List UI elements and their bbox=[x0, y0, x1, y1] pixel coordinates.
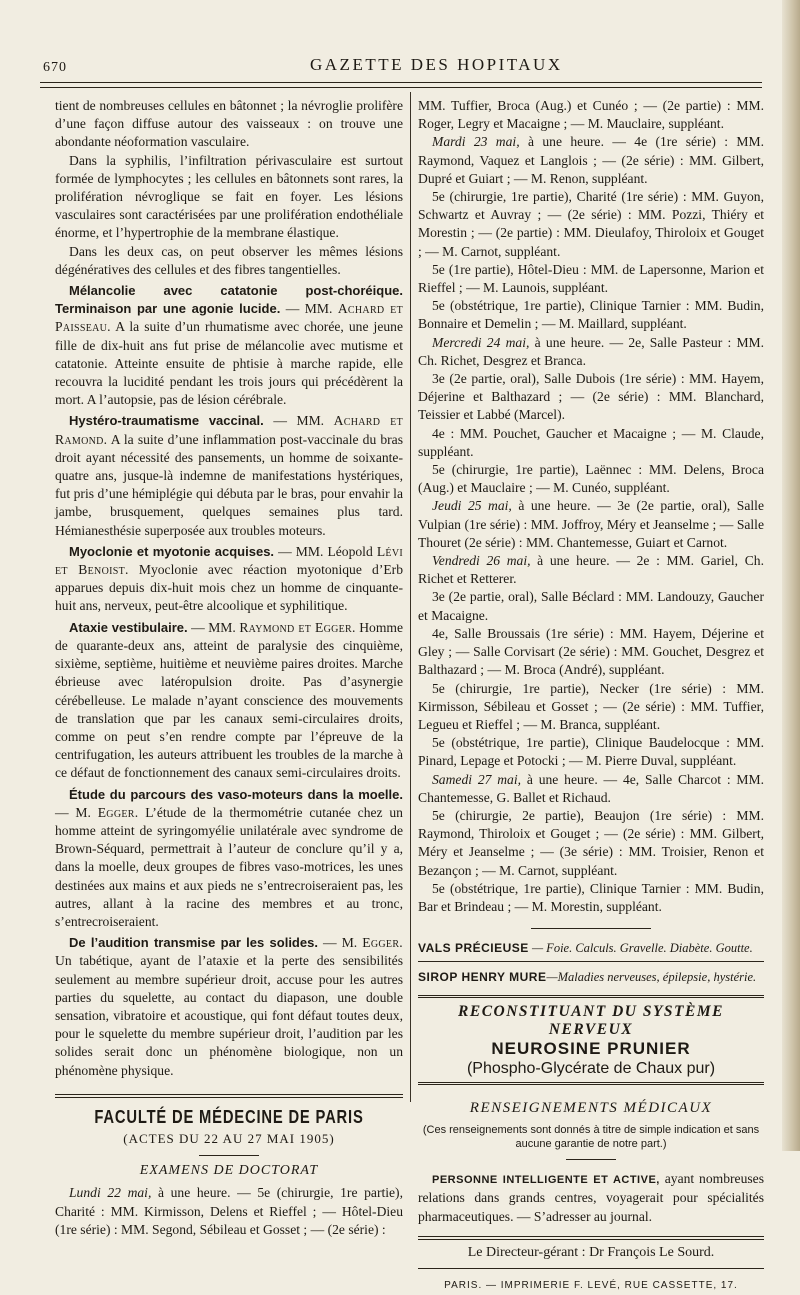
advert-line: (Phospho-Glycérate de Chaux pur) bbox=[466, 1059, 716, 1077]
exam-paragraph bbox=[418, 552, 764, 588]
left-column bbox=[55, 97, 403, 1239]
authors: Egger. bbox=[97, 804, 139, 820]
section-title: Ataxie vestibulaire. bbox=[69, 619, 188, 635]
section-text: A la suite d’un rhumatisme avec chorée, une jeune fille de dix-huit ans fut prise de mélancolie avec mutisme et catatonie. Atteinte ensuite de phtisie à marche rapide, elle recouvra la lucidité pendant les trois jours qui précédèrent la mort. A l’autopsie, pas de lésion cérébrale. bbox=[55, 319, 403, 408]
section-rule bbox=[55, 1094, 403, 1098]
exam-paragraph: 4e : MM. Pouchet, Gaucher et Macaigne ; — M. Claude, suppléant. bbox=[418, 425, 764, 459]
right-column bbox=[418, 97, 764, 1295]
advert-vals bbox=[418, 939, 764, 957]
communication-paragraph bbox=[55, 543, 403, 616]
section-title: Étude du parcours des vaso-moteurs dans la moelle. bbox=[69, 786, 403, 802]
column-divider bbox=[410, 92, 411, 1102]
short-rule bbox=[199, 1155, 259, 1156]
page-number: 670 bbox=[43, 60, 67, 75]
exam-text: à une heure. — 2e : MM. Gariel, Ch. Richet et Retterer. bbox=[418, 553, 764, 587]
advert-line: RECONSTITUANT DU SYSTÈME NERVEUX bbox=[458, 1002, 724, 1038]
exam-date: Jeudi 25 mai, bbox=[432, 498, 512, 514]
communication-paragraph bbox=[55, 934, 403, 1080]
authors: Achard et Ramond. bbox=[55, 413, 403, 447]
authors-prefix: — M. bbox=[55, 804, 91, 820]
paragraph: Dans la syphilis, l’infiltration périvasculaire est surtout formée de lymphocytes ; les cellules en bâtonnets sont rares, la prolifération névroglique se fait en foyer. Les lésions vasculaires sont caractérisées par une prolifération endothéliale énorme, et l’hypertrophie de la membrane élastique. bbox=[55, 152, 403, 241]
section-title: Hystéro-traumatisme vaccinal. bbox=[69, 413, 264, 429]
faculty-title: FACULTÉ DE MÉDECINE DE PARIS bbox=[94, 1106, 364, 1127]
classified-paragraph bbox=[418, 1170, 764, 1226]
exam-paragraph: 3e (2e partie, oral), Salle Béclard : MM. Landouzy, Gaucher et Macaigne. bbox=[418, 589, 764, 623]
authors: Lévi et Benoist. bbox=[55, 543, 403, 578]
exam-text: à une heure. — 4e, Salle Charcot : MM. Chantemesse, G. Ballet et Richaud. bbox=[418, 771, 764, 805]
exam-paragraph: 5e (1re partie), Hôtel-Dieu : MM. de Lapersonne, Marion et Rieffel ; — M. Launois, suppléant. bbox=[418, 261, 764, 296]
authors-prefix: — MM. Léopold bbox=[278, 543, 373, 559]
communication-paragraph bbox=[55, 786, 403, 932]
imprint: PARIS. — IMPRIMERIE F. LEVÉ, RUE CASSETTE, 17. bbox=[444, 1279, 738, 1291]
exam-text: à une heure. — 5e (chirurgie, 1re partie), Charité : MM. Kirmisson, Delens et Rieffel ; — Hôtel-Dieu (1re série) : MM. Segond, Sébileau et Gosset ; — (2e série) : bbox=[55, 1185, 403, 1237]
advert-neurosine bbox=[418, 995, 764, 1085]
advert-rule bbox=[418, 961, 764, 962]
director-line: Le Directeur-gérant : Dr François Le Sourd. bbox=[467, 1244, 715, 1260]
exam-paragraph: 5e (chirurgie, 1re partie), Laënnec : MM. Delens, Broca (Aug.) et Mauclaire ; — M. Cunéo, suppléant. bbox=[418, 462, 764, 496]
classified-text: ayant nombreuses relations dans grands centres, voyagerait pour spécialités pharmaceutiques. — S’adresser au journal. bbox=[418, 1171, 764, 1224]
classified-name: PERSONNE INTELLIGENTE ET ACTIVE, bbox=[432, 1174, 660, 1187]
exam-paragraph: 4e, Salle Broussais (1re série) : MM. Hayem, Déjerine et Gley ; — Salle Corvisart (2e série) : MM. Gouchet, Desgrez et Balthazard ; — M. Broca (André), suppléant. bbox=[418, 625, 764, 678]
communication-paragraph bbox=[55, 282, 403, 409]
section-text: A la suite d’une inflammation post-vaccinale du bras droit ayant nécessité des pansements, un homme de soixante-quatre ans, jusque-là indemne de manifestations hystériques, fut pris d’une hémiplégie qui débuta par le bras, pour envahir la jambe, brusquement, quelques semaines plus tard. Hémianesthésie superposée aux troubles moteurs. bbox=[55, 431, 403, 538]
authors: Achard et Paisseau. bbox=[55, 301, 403, 335]
exam-paragraph: 5e (chirurgie, 1re partie), Charité (1re série) : MM. Guyon, Schwartz et Auvray ; — (2e série) : MM. Pozzi, Thiéry et Morestin ; — (2e partie) : MM. Dieulafoy, Thiroloix et Gouget ; — M. Carnot, suppléant. bbox=[418, 189, 764, 259]
exams-title: EXAMENS DE DOCTORAT bbox=[139, 1163, 319, 1179]
header-rule bbox=[40, 82, 762, 83]
exam-date: Mercredi 24 mai, bbox=[432, 334, 530, 350]
section-title: Myoclonie et myotonie acquises. bbox=[69, 543, 275, 559]
exam-text: à une heure. — 2e, Salle Pasteur : MM. Ch. Richet, Desgrez et Branca. bbox=[418, 334, 765, 368]
authors: Raymond et Egger. bbox=[239, 619, 356, 635]
advert-name: SIROP HENRY MURE bbox=[418, 970, 547, 985]
exam-text: à une heure. — 4e (1re série) : MM. Raymond, Vaquez et Langlois ; — (2e série) : MM. Gilbert, Dupré et Guiart ; — M. Renon, suppléant. bbox=[418, 134, 765, 186]
authors: Egger. bbox=[362, 935, 403, 951]
exam-paragraph: 5e (obstétrique, 1re partie), Clinique Tarnier : MM. Budin, Bonnaire et Demelin ; — M. Maillard, suppléant. bbox=[418, 298, 764, 332]
section-text: Myoclonie avec réaction myotonique d’Erb apparues depuis dix-huit mois chez un homme de cinquante-huit ans, nerveux, peut-être alcoolique et syphilitique. bbox=[55, 562, 403, 614]
advert-name: VALS PRÉCIEUSE bbox=[418, 941, 529, 956]
advert-text: — Foie. Calculs. Gravelle. Diabète. Goutte. bbox=[531, 941, 753, 956]
exam-date: Mardi 23 mai, bbox=[432, 134, 520, 150]
exam-paragraph: 5e (chirurgie, 1re partie), Necker (1re série) : MM. Kirmisson, Sébileau et Gosset ; — (2e série) : MM. Tuffier, Legueu et Rieffel ; — M. Branca, suppléant. bbox=[418, 680, 764, 732]
section-title: Mélancolie avec catatonie post-choréique. Terminaison par une agonie lucide. bbox=[55, 283, 403, 317]
exam-paragraph: 5e (obstétrique, 1re partie), Clinique Tarnier : MM. Budin, Bar et Brindeau ; — M. Morestin, suppléant. bbox=[418, 880, 764, 914]
short-rule bbox=[566, 1159, 616, 1160]
exam-paragraph: 5e (obstétrique, 1re partie), Clinique Baudelocque : MM. Pinard, Lepage et Potocki ; — M. Pierre Duval, suppléant. bbox=[418, 735, 764, 769]
authors-prefix: — MM. bbox=[273, 413, 325, 429]
section-text: Un tabétique, ayant de l’ataxie et la perte des sensibilités seulement au membre supérieur droit, accuse pour les autres parties du squelette, au contact du diapason, une double sensation, vibratoire et acoustique, qui font défaut toutes deux, pour le squelette du membre supérieur droit, l’audition par les solides serait donc un phénomène biologique, non un phénomène physique. bbox=[55, 953, 403, 1078]
communication-paragraph bbox=[55, 412, 403, 539]
section-text: Homme de quarante-deux ans, atteint de paralysie des cinquième, sixième, septième, huitième et neuvième paires droites. Marche ébrieuse avec latéropulsion droite. Pas d’asynergie cérébelleuse. Le malade n’ayant conscience des mouvements de translation que par les canaux semi-circulaires droits, comme on peut s’en rendre compte par l’épreuve de la centrifugation, les auteurs attribuent les troubles de la marche à ce défaut de fonctionnement des canaux semi-circulaires droits. bbox=[55, 619, 404, 781]
section-text: L’étude de la thermométrie cutanée chez un homme atteint de syringomyélie unilatérale avec syndrome de Brown-Séquard, permettrait à l’auteur de conclure qu’il y a, dans la moelle, deux groupes de fibres vaso-motrices, les unes destinées aux mains et aux pieds ne s’entrecroiseraient pas, les autres, allant à la racine des membres et au tronc, s’entrecroiseraient. bbox=[55, 804, 403, 929]
page-edge bbox=[782, 0, 800, 1151]
authors-prefix: — MM. bbox=[191, 619, 236, 635]
footer-rule bbox=[418, 1236, 764, 1240]
exam-paragraph bbox=[418, 133, 764, 188]
authors-prefix: — M. bbox=[323, 935, 358, 951]
exam-paragraph bbox=[418, 334, 764, 370]
paragraph: tient de nombreuses cellules en bâtonnet ; la névroglie prolifère d’une façon diffuse autour des vaisseaux : on trouve une abondante néoformation vasculaire. bbox=[55, 98, 403, 150]
renseignements-title: RENSEIGNEMENTS MÉDICAUX bbox=[469, 1099, 713, 1116]
exam-paragraph bbox=[418, 497, 764, 552]
footer-rule-2 bbox=[418, 1268, 764, 1269]
exam-text: à une heure. — 3e (2e partie, oral), Salle Vulpian (1re série) : MM. Joffroy, Méry et Jeanselme ; — Salle Thouret (2e série) : MM. Chantemesse, Guiart et Carnot. bbox=[418, 498, 764, 550]
advert-sirop bbox=[418, 968, 764, 986]
exam-paragraph bbox=[55, 1184, 403, 1239]
exam-date: Samedi 27 mai, bbox=[432, 771, 522, 787]
authors-prefix: — MM. bbox=[285, 301, 333, 317]
short-rule bbox=[531, 928, 651, 929]
exam-paragraph: 3e (2e partie, oral), Salle Dubois (1re série) : MM. Hayem, Déjerine et Balthazard ; — (2e série) : MM. Blanchard, Teissier et Labbé (Marcel). bbox=[418, 371, 764, 423]
exam-paragraph bbox=[418, 771, 764, 807]
renseignements-note: (Ces renseignements sont donnés à titre de simple indication et sans aucune garantie de notre part.) bbox=[422, 1124, 760, 1151]
communication-paragraph bbox=[55, 619, 403, 783]
exam-paragraph: MM. Tuffier, Broca (Aug.) et Cunéo ; — (2e partie) : MM. Roger, Legry et Macaigne ; — M. Mauclaire, suppléant. bbox=[418, 98, 764, 132]
advert-text: —Maladies nerveuses, épilepsie, hystérie. bbox=[546, 970, 757, 985]
exam-date: Lundi 22 mai, bbox=[69, 1185, 152, 1201]
exam-date: Vendredi 26 mai, bbox=[432, 553, 531, 569]
header-rule-2 bbox=[40, 87, 762, 88]
section-title: De l’audition transmise par les solides. bbox=[69, 935, 318, 951]
faculty-subtitle: (ACTES DU 22 AU 27 MAI 1905) bbox=[123, 1130, 335, 1146]
advert-brand: NEUROSINE PRUNIER bbox=[491, 1038, 691, 1058]
paragraph: Dans les deux cas, on peut observer les mêmes lésions dégénératives des cellules et des fibres tangentielles. bbox=[55, 243, 403, 277]
exam-paragraph: 5e (chirurgie, 2e partie), Beaujon (1re série) : MM. Raymond, Thiroloix et Gouget ; — (2e série) : MM. Gilbert, Méry et Jeanselme ; — (3e série) : MM. Troisier, Renon et Bezançon ; — M. Carnot, suppléant. bbox=[418, 807, 764, 878]
journal-title: GAZETTE DES HOPITAUX bbox=[310, 55, 563, 74]
